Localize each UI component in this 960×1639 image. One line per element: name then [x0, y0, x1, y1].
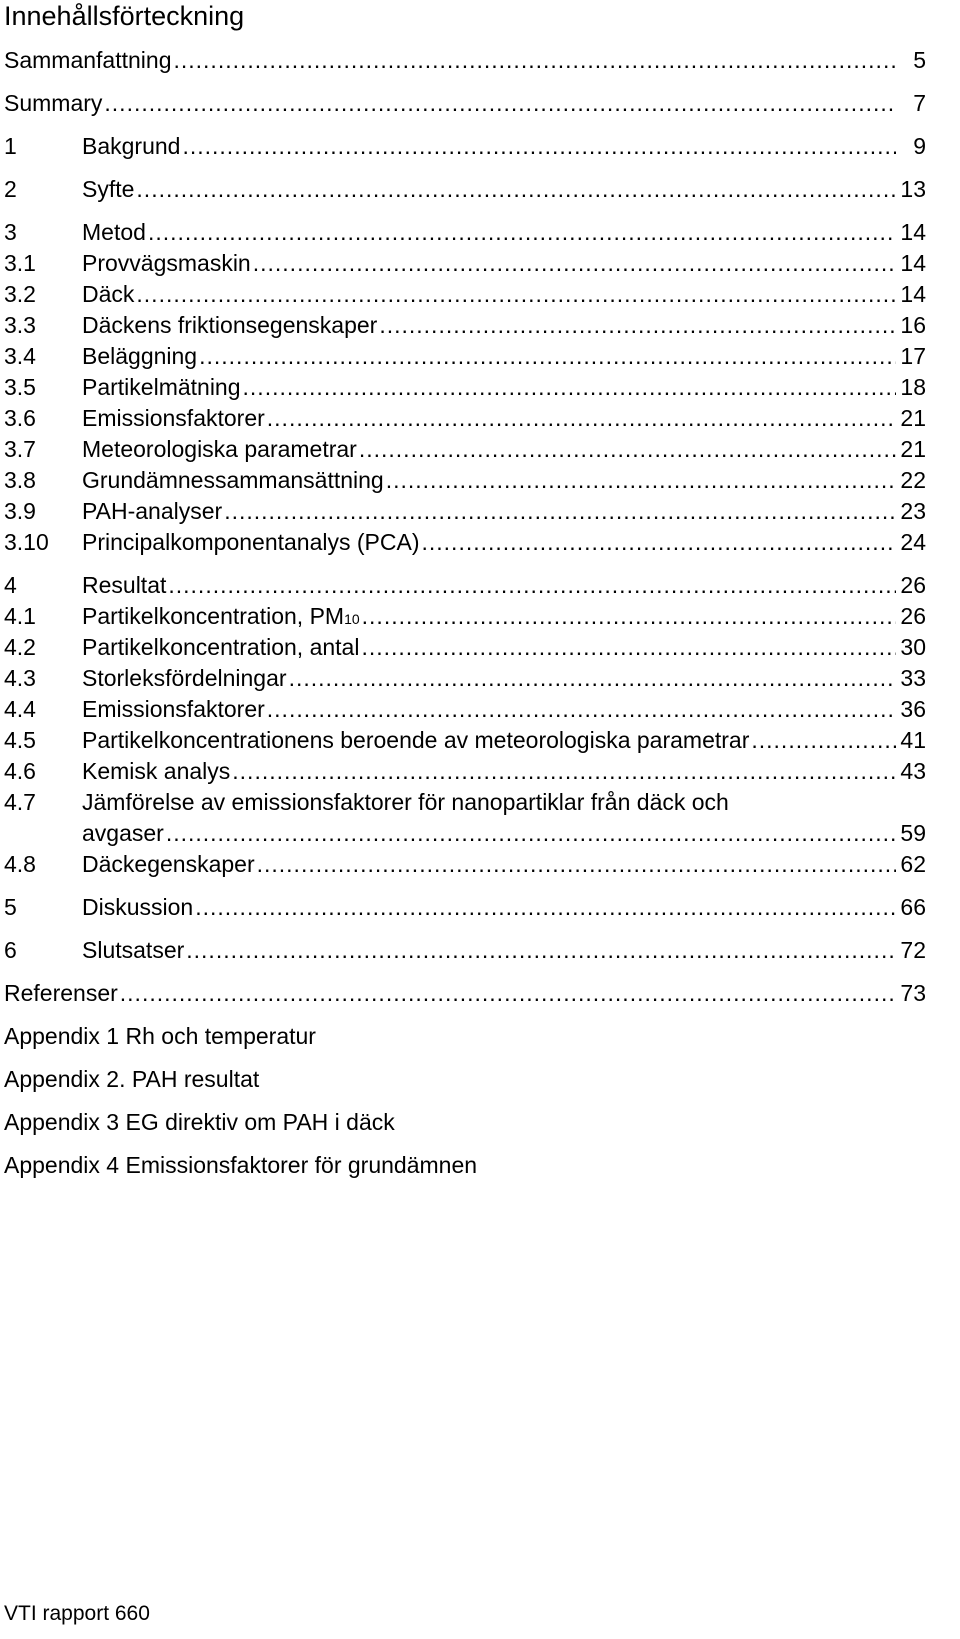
toc-entry-4-6[interactable]: [4, 754, 926, 788]
dot-leader: [224, 494, 896, 528]
dot-leader: [168, 568, 896, 602]
dot-leader: [267, 692, 896, 726]
toc-entry-number: 4.6: [4, 758, 36, 784]
dot-leader: [182, 129, 896, 163]
toc-entry-page: 62: [900, 851, 926, 877]
toc-entry-3-4[interactable]: [4, 339, 926, 373]
toc-entry-number: 2: [4, 176, 17, 202]
toc-entry-page: 18: [900, 374, 926, 400]
dot-leader: [136, 277, 896, 311]
toc-entry-4-7-continued[interactable]: [82, 816, 926, 850]
toc-entry-number: 3.1: [4, 250, 36, 276]
toc-entry-text-main: Partikelkoncentration, PM: [82, 603, 345, 629]
toc-entry-4-8[interactable]: [4, 847, 926, 881]
toc-entry-text: Partikelkoncentrationens beroende av meteorologiska parametrar: [82, 727, 750, 753]
toc-entry-3-1[interactable]: [4, 246, 926, 280]
toc-entry-page: 73: [900, 980, 926, 1006]
toc-entry-6[interactable]: [4, 933, 926, 967]
toc-entry-text: PAH-analyser: [82, 498, 223, 524]
toc-entry-text: Däck: [82, 281, 135, 307]
dot-leader: [199, 339, 896, 373]
toc-entry-page: 5: [913, 47, 926, 73]
dot-leader: [359, 432, 896, 466]
toc-entry-4-7[interactable]: [4, 785, 926, 819]
toc-entry-3-9[interactable]: [4, 494, 926, 528]
toc-entry-page: 21: [900, 436, 926, 462]
appendix-3[interactable]: Appendix 3 EG direktiv om PAH i däck: [4, 1109, 395, 1135]
toc-entry-text: Resultat: [82, 572, 167, 598]
toc-entry-text: Storleksfördelningar: [82, 665, 287, 691]
toc-entry-text: Kemisk analys: [82, 758, 231, 784]
dot-leader: [253, 246, 896, 280]
toc-entry-3-3[interactable]: [4, 308, 926, 342]
toc-entry-page: 72: [900, 937, 926, 963]
toc-entry-number: 4.2: [4, 634, 36, 660]
toc-entry-4-3[interactable]: [4, 661, 926, 695]
toc-entry-number: 3.7: [4, 436, 36, 462]
dot-leader: [173, 43, 896, 77]
dot-leader: [104, 86, 896, 120]
dot-leader: [232, 754, 896, 788]
toc-entry-number: 4.4: [4, 696, 36, 722]
toc-entry-text: avgaser: [82, 820, 164, 846]
toc-entry-text: Grundämnessammansättning: [82, 467, 384, 493]
toc-entry-page: 26: [900, 603, 926, 629]
toc-entry-page: 17: [900, 343, 926, 369]
toc-entry-text: Metod: [82, 219, 146, 245]
dot-leader: [386, 463, 896, 497]
toc-entry-4-5[interactable]: [4, 723, 926, 757]
toc-entry-page: 16: [900, 312, 926, 338]
toc-entry-number: 4.5: [4, 727, 36, 753]
toc-entry-number: 4.7: [4, 789, 36, 815]
toc-entry-3-5[interactable]: [4, 370, 926, 404]
toc-entry-text: Meteorologiska parametrar: [82, 436, 357, 462]
toc-entry-page: 7: [913, 90, 926, 116]
toc-entry-1[interactable]: [4, 129, 926, 163]
dot-leader: [243, 370, 896, 404]
toc-entry-number: 3.2: [4, 281, 36, 307]
toc-entry-text: Partikelmätning: [82, 374, 241, 400]
toc-entry-page: 43: [900, 758, 926, 784]
toc-entry-page: 59: [900, 820, 926, 846]
toc-entry-3-6[interactable]: [4, 401, 926, 435]
subscript: 10: [344, 611, 360, 627]
toc-entry-page: 14: [900, 219, 926, 245]
dot-leader: [136, 172, 896, 206]
toc-entry-text: Diskussion: [82, 894, 194, 920]
toc-entry-number: 3.10: [4, 529, 49, 555]
toc-entry-page: 30: [900, 634, 926, 660]
toc-entry-page: 66: [900, 894, 926, 920]
dot-leader: [257, 847, 896, 881]
toc-entry-summary[interactable]: [4, 86, 926, 120]
toc-entry-number: 3.3: [4, 312, 36, 338]
toc-entry-page: 36: [900, 696, 926, 722]
toc-entry-page: 23: [900, 498, 926, 524]
toc-entry-page: 9: [913, 133, 926, 159]
dot-leader: [166, 816, 896, 850]
toc-entry-page: 14: [900, 250, 926, 276]
toc-entry-page: 14: [900, 281, 926, 307]
toc-entry-page: 13: [900, 176, 926, 202]
toc-entry-number: 4.3: [4, 665, 36, 691]
report-footer: VTI rapport 660: [4, 1602, 150, 1625]
toc-entry-4-4[interactable]: [4, 692, 926, 726]
toc-entry-number: 1: [4, 133, 17, 159]
dot-leader: [361, 630, 896, 664]
toc-entry-4[interactable]: [4, 568, 926, 602]
toc-entry-number: 5: [4, 894, 17, 920]
toc-entry-text: Partikelkoncentration, antal: [82, 634, 360, 660]
toc-entry-number: 3.9: [4, 498, 36, 524]
toc-entry-text: Jämförelse av emissionsfaktorer för nanopartiklar från däck och: [82, 789, 729, 815]
appendix-4[interactable]: Appendix 4 Emissionsfaktorer för grundämnen: [4, 1152, 478, 1178]
toc-entry-text: Emissionsfaktorer: [82, 405, 265, 431]
toc-entry-number: 3: [4, 219, 17, 245]
toc-entry-text: Emissionsfaktorer: [82, 696, 265, 722]
toc-entry-text: Summary: [4, 90, 103, 116]
toc-entry-text: Provvägsmaskin: [82, 250, 251, 276]
toc-entry-number: 3.4: [4, 343, 36, 369]
toc-entry-text: Syfte: [82, 176, 135, 202]
toc-entry-text: Slutsatser: [82, 937, 185, 963]
toc-entry-3-10[interactable]: [4, 525, 926, 559]
dot-leader: [120, 976, 896, 1010]
dot-leader: [751, 723, 896, 757]
toc-entry-number: 3.6: [4, 405, 36, 431]
toc-entry-3-7[interactable]: [4, 432, 926, 466]
dot-leader: [195, 890, 896, 924]
toc-entry-number: 4: [4, 572, 17, 598]
toc-entry-page: 33: [900, 665, 926, 691]
toc-entry-text: Beläggning: [82, 343, 198, 369]
toc-entry-3-2[interactable]: [4, 277, 926, 311]
dot-leader: [379, 308, 896, 342]
toc-entry-page: 26: [900, 572, 926, 598]
dot-leader: [289, 661, 896, 695]
toc-entry-2[interactable]: [4, 172, 926, 206]
toc-entry-number: 4.8: [4, 851, 36, 877]
dot-leader: [186, 933, 896, 967]
toc-entry-page: 24: [900, 529, 926, 555]
toc-entry-text: Principalkomponentanalys (PCA): [82, 529, 420, 555]
toc-entry-number: 3.8: [4, 467, 36, 493]
toc-entry-number: 3.5: [4, 374, 36, 400]
toc-entry-sammanfattning[interactable]: [4, 43, 926, 77]
toc-entry-text: Sammanfattning: [4, 47, 172, 73]
toc-entry-5[interactable]: [4, 890, 926, 924]
toc-entry-4-1[interactable]: [4, 599, 926, 633]
toc-entry-number: 4.1: [4, 603, 36, 629]
toc-entry-3-8[interactable]: [4, 463, 926, 497]
toc-entry-text: Däckens friktionsegenskaper: [82, 312, 378, 338]
toc-entry-page: 41: [900, 727, 926, 753]
toc-entry-text: Referenser: [4, 980, 118, 1006]
dot-leader: [267, 401, 896, 435]
dot-leader: [148, 215, 896, 249]
toc-entry-text: Däckegenskaper: [82, 851, 255, 877]
toc-entry-number: 6: [4, 937, 17, 963]
toc-entry-page: 21: [900, 405, 926, 431]
toc-entry-text: Bakgrund: [82, 133, 181, 159]
appendix-1[interactable]: Appendix 1 Rh och temperatur: [4, 1023, 316, 1049]
dot-leader: [422, 525, 897, 559]
dot-leader: [362, 599, 896, 633]
toc-entry-referenser[interactable]: [4, 976, 926, 1010]
toc-entry-3[interactable]: [4, 215, 926, 249]
toc-title: Innehållsförteckning: [4, 1, 245, 31]
toc-entry-4-2[interactable]: [4, 630, 926, 664]
toc-entry-page: 22: [900, 467, 926, 493]
appendix-2[interactable]: Appendix 2. PAH resultat: [4, 1066, 260, 1092]
